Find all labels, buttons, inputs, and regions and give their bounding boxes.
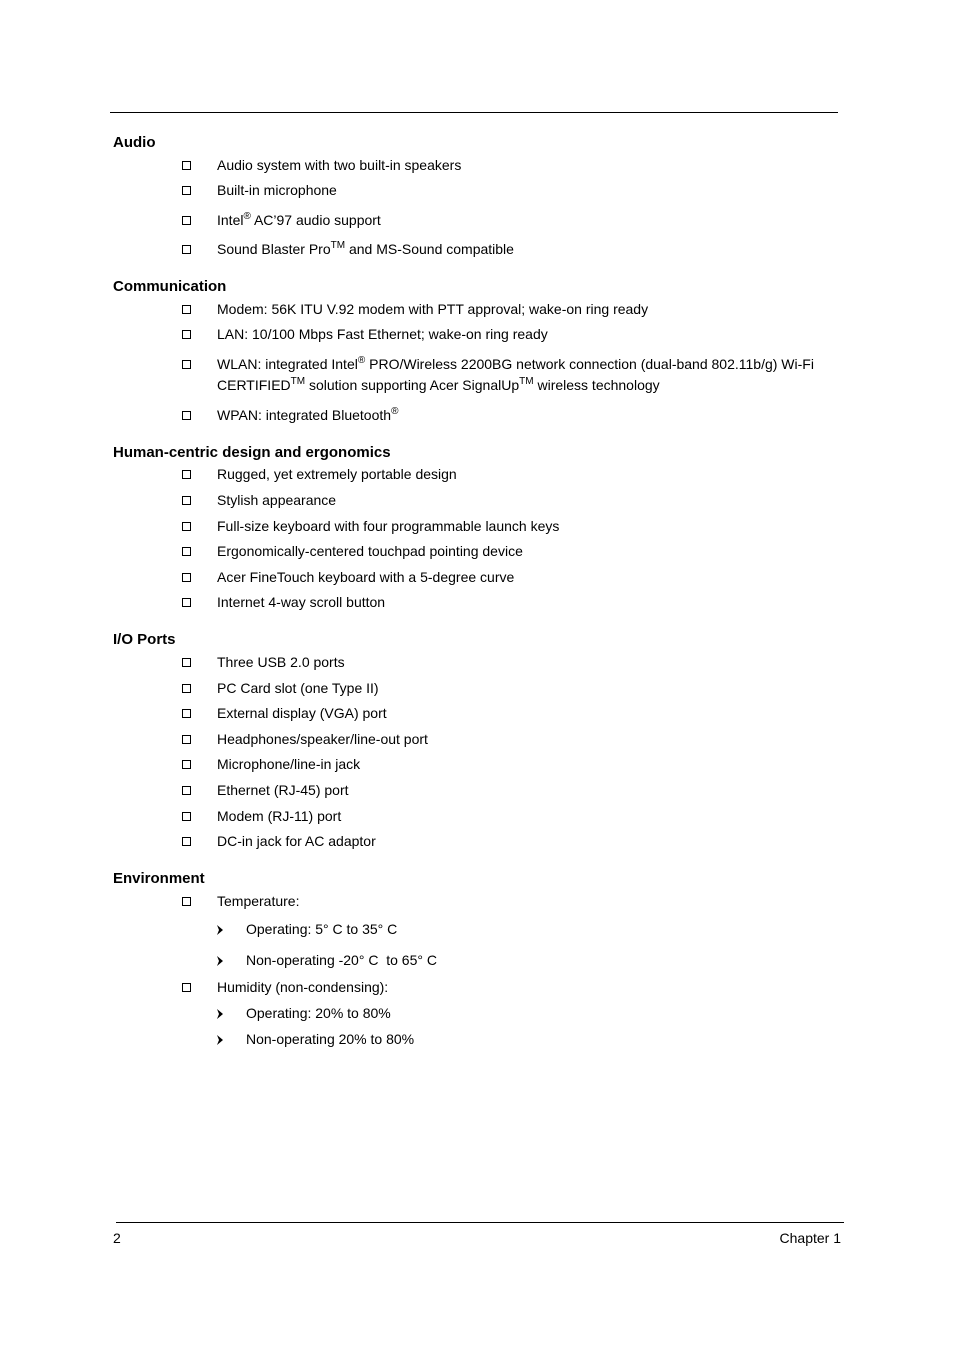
list-item: LAN: 10/100 Mbps Fast Ethernet; wake-on ring ready [217, 326, 548, 342]
checkbox-bullet-icon [182, 684, 191, 693]
list-item: Ethernet (RJ-45) port [217, 782, 349, 798]
list-item: Audio system with two built-in speakers [217, 157, 462, 173]
list-item: Microphone/line-in jack [217, 756, 361, 772]
checkbox-bullet-icon [182, 812, 191, 821]
list-item: Stylish appearance [217, 492, 337, 508]
list-item-continuation: CERTIFIED™ solution supporting Acer SignalUp™ wireless technology [217, 376, 660, 393]
header-rule [110, 112, 838, 113]
checkbox-bullet-icon [182, 330, 191, 339]
section-heading-io-ports: I/O Ports [113, 631, 176, 648]
list-item: Three USB 2.0 ports [217, 654, 345, 670]
list-item: Modem: 56K ITU V.92 modem with PTT approval; wake-on ring ready [217, 301, 649, 317]
checkbox-bullet-icon [182, 760, 191, 769]
arrow-bullet-icon [216, 925, 224, 935]
checkbox-bullet-icon [182, 411, 191, 420]
checkbox-bullet-icon [182, 709, 191, 718]
section-heading-communication: Communication [113, 278, 227, 295]
arrow-bullet-icon [216, 956, 224, 966]
checkbox-bullet-icon [182, 573, 191, 582]
checkbox-bullet-icon [182, 522, 191, 531]
sub-list-item: Non-operating -20° C to 65° C [246, 952, 437, 968]
list-item: Built-in microphone [217, 182, 337, 198]
checkbox-bullet-icon [182, 897, 191, 906]
checkbox-bullet-icon [182, 658, 191, 667]
footer-rule [116, 1222, 844, 1223]
sub-list-item: Operating: 5° C to 35° C [246, 921, 398, 937]
checkbox-bullet-icon [182, 547, 191, 556]
checkbox-bullet-icon [182, 786, 191, 795]
arrow-bullet-icon [216, 1035, 224, 1045]
page-number: 2 [113, 1230, 121, 1246]
checkbox-bullet-icon [182, 360, 191, 369]
list-item: PC Card slot (one Type II) [217, 680, 379, 696]
list-item: Acer FineTouch keyboard with a 5-degree curve [217, 569, 515, 585]
list-item: Internet 4-way scroll button [217, 594, 386, 610]
checkbox-bullet-icon [182, 983, 191, 992]
list-item: Humidity (non-condensing): [217, 979, 389, 995]
section-heading-audio: Audio [113, 134, 156, 151]
list-item: Modem (RJ-11) port [217, 808, 342, 824]
checkbox-bullet-icon [182, 161, 191, 170]
list-item: Full-size keyboard with four programmable launch keys [217, 518, 560, 534]
checkbox-bullet-icon [182, 186, 191, 195]
list-item: Temperature: [217, 893, 300, 909]
sub-list-item: Non-operating 20% to 80% [246, 1031, 415, 1047]
section-heading-environment: Environment [113, 870, 205, 887]
chapter-label: Chapter 1 [779, 1230, 841, 1246]
list-item: WLAN: integrated Intel® PRO/Wireless 2200BG network connection (dual-band 802.11b/g) Wi-Fi [217, 355, 814, 372]
arrow-bullet-icon [216, 1009, 224, 1019]
list-item: Ergonomically-centered touchpad pointing device [217, 543, 523, 559]
checkbox-bullet-icon [182, 735, 191, 744]
checkbox-bullet-icon [182, 470, 191, 479]
list-item: DC-in jack for AC adaptor [217, 833, 376, 849]
list-item: Sound Blaster Pro™ and MS-Sound compatible [217, 240, 514, 257]
checkbox-bullet-icon [182, 496, 191, 505]
checkbox-bullet-icon [182, 305, 191, 314]
checkbox-bullet-icon [182, 245, 191, 254]
list-item: Rugged, yet extremely portable design [217, 466, 457, 482]
checkbox-bullet-icon [182, 216, 191, 225]
list-item: WPAN: integrated Bluetooth® [217, 406, 399, 423]
checkbox-bullet-icon [182, 837, 191, 846]
section-heading-ergonomics: Human-centric design and ergonomics [113, 444, 391, 461]
list-item: Intel® AC’97 audio support [217, 211, 381, 228]
list-item: Headphones/speaker/line-out port [217, 731, 428, 747]
list-item: External display (VGA) port [217, 705, 387, 721]
sub-list-item: Operating: 20% to 80% [246, 1005, 391, 1021]
checkbox-bullet-icon [182, 598, 191, 607]
